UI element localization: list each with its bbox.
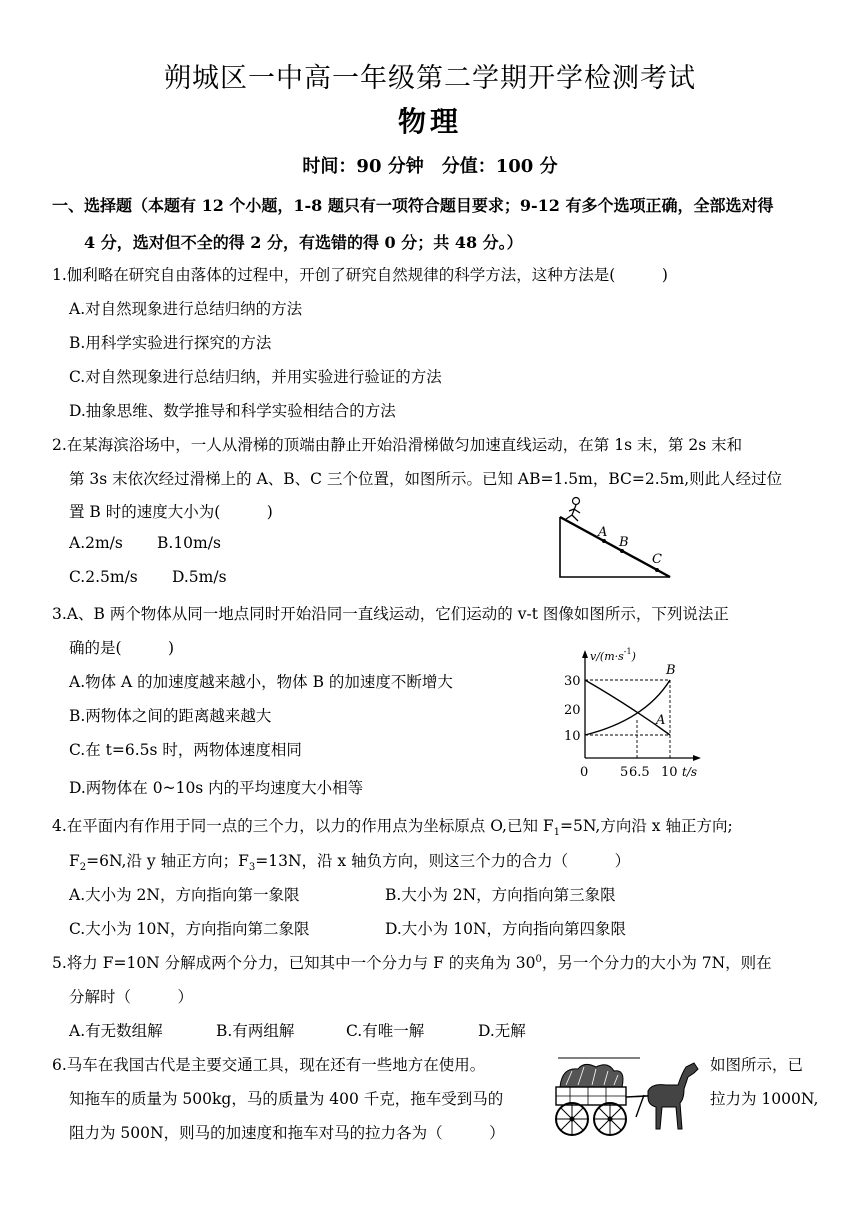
vt-xtick-10: 10	[661, 765, 678, 780]
exam-meta: 时间：90 分钟 分值：100 分	[302, 156, 558, 177]
slide-figure	[550, 495, 675, 585]
vt-label-a: A	[656, 713, 666, 728]
vt-ytick-30: 30	[564, 674, 581, 689]
q4-option-c: C.大小为 10N，方向指向第二象限	[69, 920, 310, 938]
q5-option-c: C.有唯一解	[346, 1022, 425, 1040]
slide-label-b: B	[619, 535, 629, 550]
q4-option-d: D.大小为 10N，方向指向第四象限	[385, 920, 627, 938]
vt-xtick-5: 5	[620, 765, 629, 780]
q6-line3: 阻力为 500N，则马的加速度和拖车对马的拉力各为（ ）	[69, 1124, 505, 1142]
vt-label-b: B	[666, 663, 676, 678]
q3-line1: 3.A、B 两个物体从同一地点同时开始沿同一直线运动，它们运动的 v-t 图像如图所示，下列说法正	[52, 605, 729, 623]
vt-graph	[560, 648, 705, 783]
q6-line1-left: 6.马车在我国古代是主要交通工具，现在还有一些地方在使用。	[52, 1056, 486, 1074]
vt-xtick-0: 0	[580, 765, 589, 780]
q3-option-a: A.物体 A 的加速度越来越小，物体 B 的加速度不断增大	[69, 673, 453, 691]
q1-option-b: B.用科学实验进行探究的方法	[69, 334, 272, 352]
q3-option-d: D.两物体在 0~10s 内的平均速度大小相等	[69, 779, 364, 797]
vt-xtick-6.5: 6.5	[629, 765, 650, 780]
q4-line1: 4.在平面内有作用于同一点的三个力，以力的作用点为坐标原点 O,已知 $F_1=5N$,方向沿 x 轴正方向;	[52, 817, 733, 839]
q6-line1-right: 如图所示，已	[710, 1056, 804, 1074]
vt-ytick-10: 10	[564, 729, 581, 744]
q5-option-d: D.无解	[478, 1022, 526, 1040]
q2-line1: 2.在某海滨浴场中，一人从滑梯的顶端由静止开始沿滑梯做匀加速直线运动，在第 1s 末，第 2s 末和	[52, 436, 743, 454]
vt-xlabel: t/s	[682, 765, 698, 779]
q6-line2-left: 知拖车的质量为 500kg，马的质量为 400 千克，拖车受到马的	[69, 1090, 504, 1108]
q2-option-a: A.2m/s	[69, 534, 123, 552]
q1-option-c: C.对自然现象进行总结归纳，并用实验进行验证的方法	[69, 368, 442, 386]
section-heading-line2: 4 分，选对但不全的得 2 分，有选错的得 0 分；共 48 分。）	[84, 233, 523, 252]
q2-option-d: D.5m/s	[172, 568, 227, 586]
q5-option-b: B.有两组解	[216, 1022, 295, 1040]
exam-title: 朔城区一中高一年级第二学期开学检测考试	[164, 63, 696, 94]
q2-line2: 第 3s 末依次经过滑梯上的 A、B、C 三个位置，如图所示。已知 AB=1.5m，BC=2.5m,则此人经过位	[69, 470, 783, 488]
q2-option-c: C.2.5m/s	[69, 568, 138, 586]
q4-option-b: B.大小为 2N，方向指向第三象限	[385, 886, 616, 904]
q4-line2: $F_2=6N$,沿 y 轴正方向；$F_3=13N$，沿 x 轴负方向，则这三个力的合力（ ）	[69, 852, 631, 874]
q1-option-d: D.抽象思维、数学推导和科学实验相结合的方法	[69, 402, 396, 420]
q3-option-b: B.两物体之间的距离越来越大	[69, 707, 272, 725]
q6-line2-right: 拉力为 1000N,	[710, 1090, 819, 1108]
horse-cart-figure	[548, 1055, 703, 1143]
exam-subject: 物理	[397, 105, 462, 138]
vt-ytick-20: 20	[564, 703, 581, 718]
q5-line1: 5.将力 F=10N 分解成两个分力，已知其中一个分力与 F 的夹角为 $30^0$，另一个分力的大小为 7N，则在	[52, 953, 772, 972]
q4-option-a: A.大小为 2N，方向指向第一象限	[69, 886, 300, 904]
q3-line2: 确的是( )	[69, 639, 175, 657]
q2-option-b: B.10m/s	[157, 534, 221, 552]
slide-label-c: C	[652, 552, 662, 567]
q2-line3: 置 B 时的速度大小为( )	[69, 503, 273, 521]
q1-stem: 1.伽利略在研究自由落体的过程中，开创了研究自然规律的科学方法，这种方法是( )	[52, 266, 668, 284]
q5-line2: 分解时（ ）	[69, 988, 194, 1006]
vt-ylabel: $v/(m\cdot s^{-1})$	[590, 647, 636, 663]
q3-option-c: C.在 t=6.5s 时，两物体速度相同	[69, 741, 302, 759]
section-heading-line1: 一、选择题（本题有 12 个小题，1-8 题只有一项符合题目要求；9-12 有多个选项正确，全部选对得	[52, 196, 774, 215]
slide-label-a: A	[598, 525, 608, 540]
q5-option-a: A.有无数组解	[69, 1022, 163, 1040]
q1-option-a: A.对自然现象进行总结归纳的方法	[69, 300, 303, 318]
